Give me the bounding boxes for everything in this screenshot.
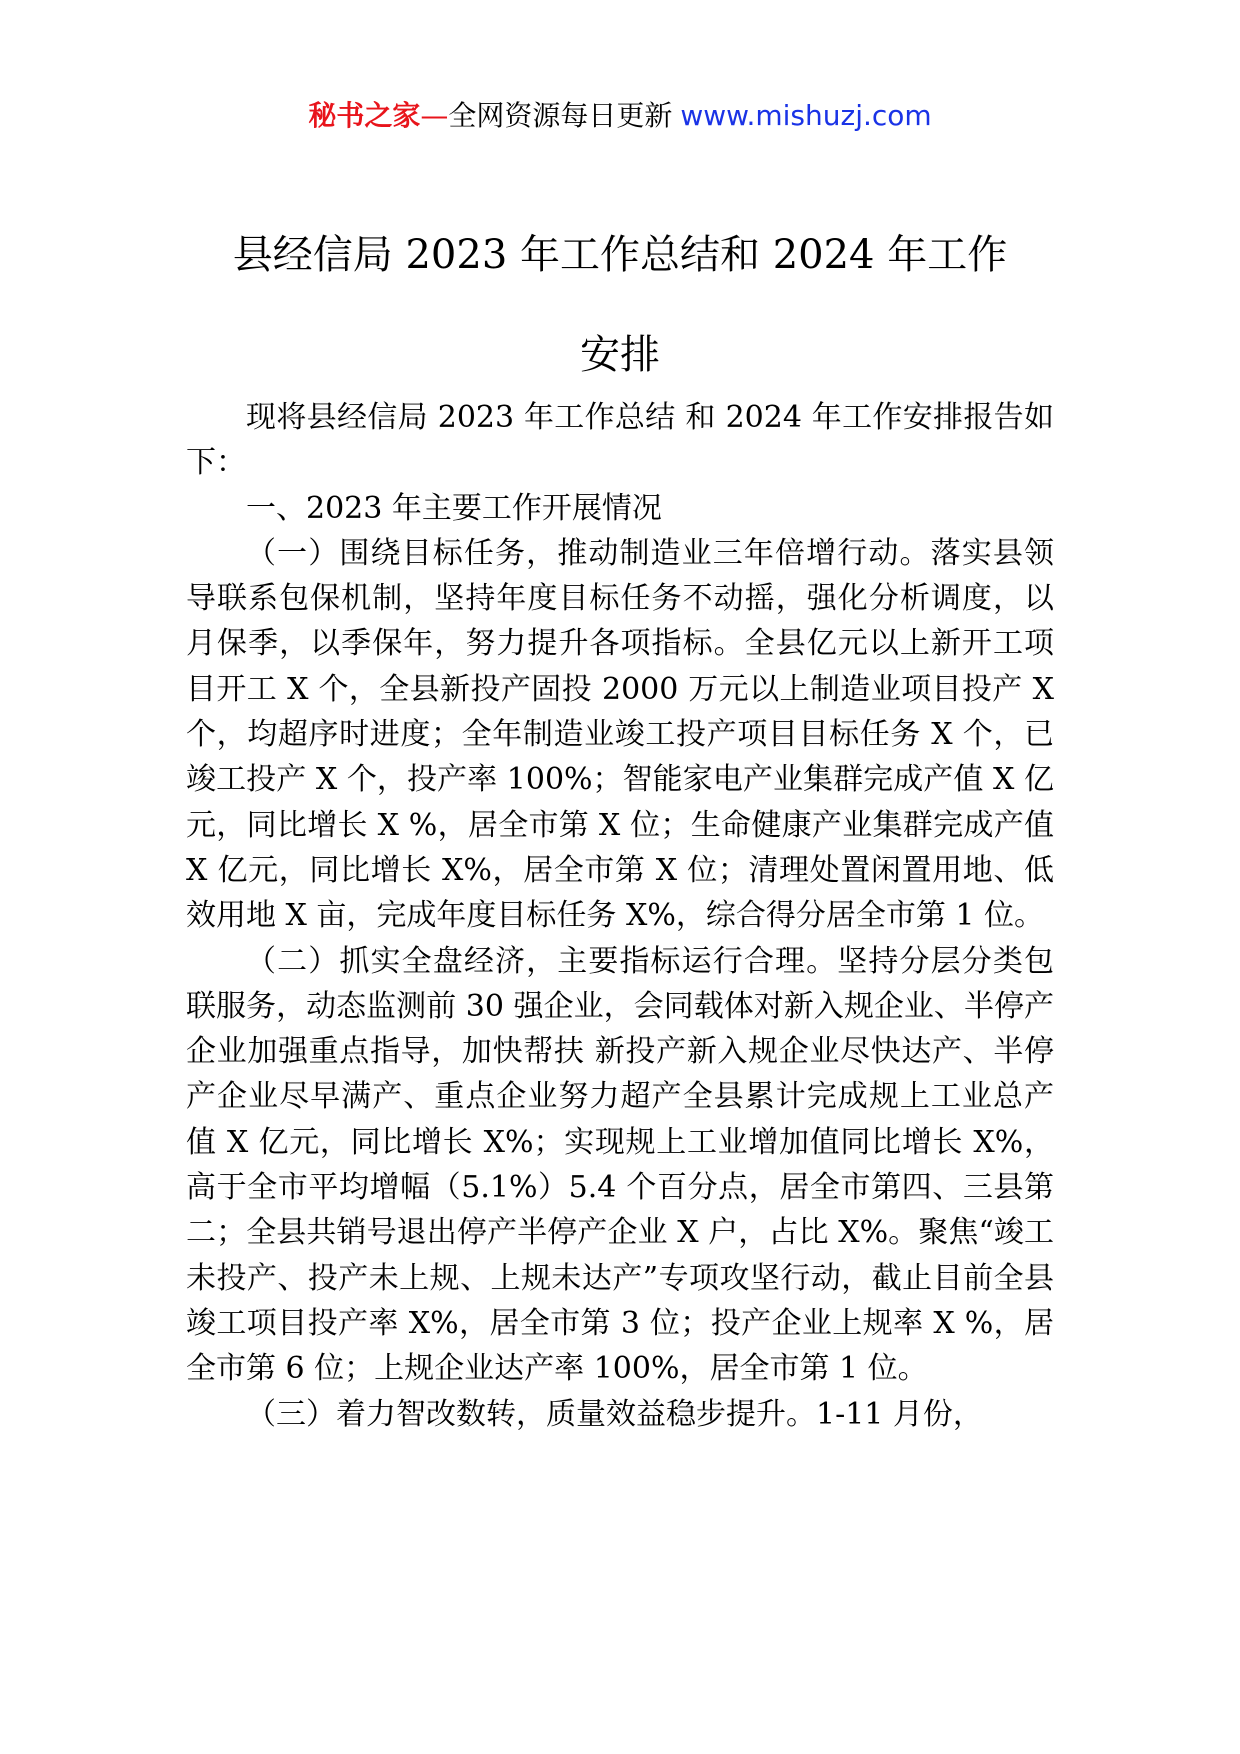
document-title (100, 205, 1140, 405)
intro-paragraph: 现将县经信局 2023 年工作总结 和 2024 年工作安排报告如下： (186, 400, 1054, 481)
site-slogan: 全网资源每日更新 (448, 99, 673, 132)
document-body (186, 395, 1054, 1437)
site-brand: 秘书之家 (308, 99, 421, 132)
document-title-line-2: 安排 (580, 332, 660, 378)
body-paragraph-3: （三）着力智改数转，质量效益稳步提升。1-11 月份， (246, 1396, 983, 1432)
site-header (0, 96, 1240, 136)
document-title-line-1: 县经信局 2023 年工作总结和 2024 年工作 (232, 232, 1008, 278)
header-dash: — (420, 99, 449, 132)
site-url-link[interactable]: www.mishuzj.com (680, 99, 932, 132)
body-paragraph-1: （一）围绕目标任务，推动制造业三年倍增行动。落实县领导联系包保机制，坚持年度目标任务不动摇，强化分析调度，以月保季，以季保年，努力提升各项指标。全县亿元以上新开工项目开工 X 个，全县新投产固投 2000 万元以上制造业项目投产 X 个，均超序时进度；全年制造业竣工投产项目目标任务 X 个，已竣工投产 X 个，投产率 100%；智能家电产业集群完成产值 X 亿元，同比增长 X %，居全市第 X 位；生命健康产业集群完成产值 X 亿元，同比增长 X%，居全市第 X 位；清理处置闲置用地、低效用地 X 亩，完成年度目标任务 X%，综合得分居全市第 1 位。 (186, 535, 1054, 934)
section-heading: 一、2023 年主要工作开展情况 (246, 490, 662, 526)
body-paragraph-2: （二）抓实全盘经济，主要指标运行合理。坚持分层分类包联服务，动态监测前 30 强企业，会同载体对新入规企业、半停产企业加强重点指导，加快帮扶 新投产新入规企业尽快达产、半停产企业尽早满产、重点企业努力超产全县累计完成规上工业总产值 X 亿元，同比增长 X%；实现规上工业增加值同比增长 X%，高于全市平均增幅（5.1%）5.4 个百分点，居全市第四、三县第二；全县共销号退出停产半停产企业 X 户，占比 X%。聚焦“竣工未投产、投产未上规、上规未达产”专项攻坚行动，截止目前全县竣工项目投产率 X%，居全市第 3 位；投产企业上规率 X %，居全市第 6 位；上规企业达产率 100%，居全市第 1 位。 (186, 943, 1054, 1387)
